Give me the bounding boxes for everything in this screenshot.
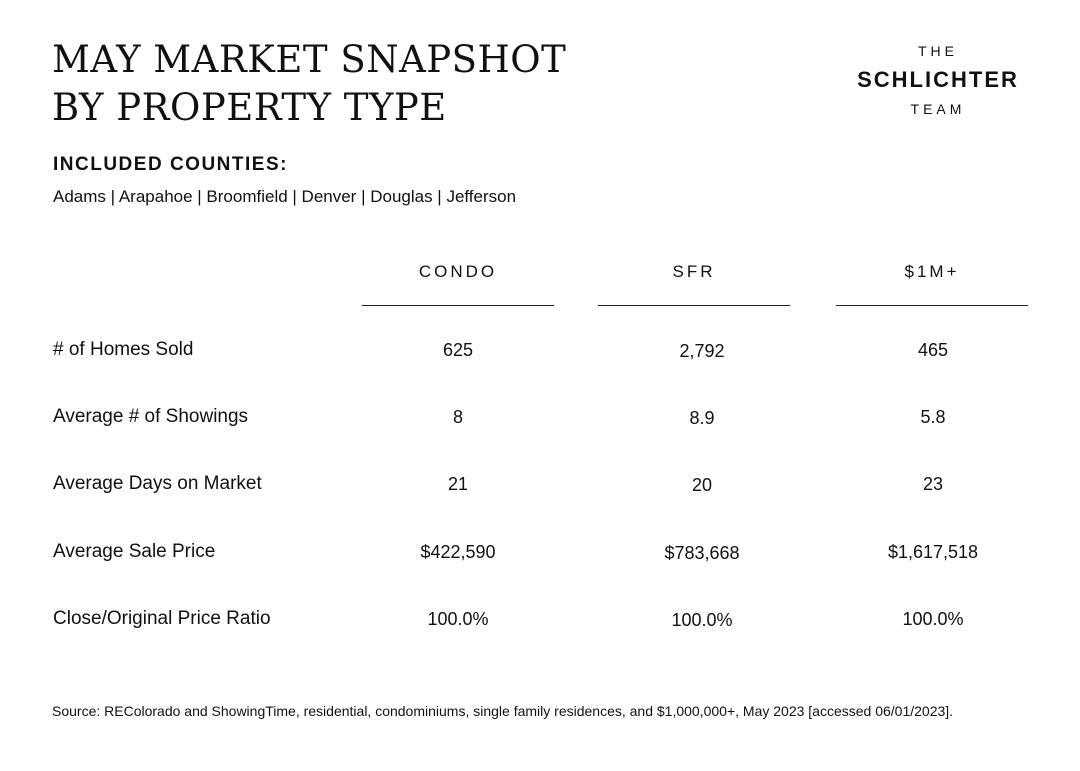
cell-1m-plus: 465 xyxy=(917,340,949,360)
page-title-line-1: MAY MARKET SNAPSHOT xyxy=(52,38,567,81)
cell-sfr: 20 xyxy=(691,475,713,495)
team-logo xyxy=(838,42,1038,118)
column-header-sfr: SFR xyxy=(672,262,716,281)
page-title-line-2: BY PROPERTY TYPE xyxy=(52,86,447,129)
column-divider-condo xyxy=(362,305,554,306)
cell-sfr: $783,668 xyxy=(664,543,740,563)
row-label: Average Sale Price xyxy=(53,541,216,562)
cell-sfr: 100.0% xyxy=(671,610,733,630)
row-label: # of Homes Sold xyxy=(53,339,194,360)
source-note: Source: REColorado and ShowingTime, residential, condominiums, single family residences, and $1,000,000+, May 2023 [accessed 06/01/2023]. xyxy=(52,703,954,719)
logo-main-text: SCHLICHTER xyxy=(857,67,1019,92)
counties-heading: INCLUDED COUNTIES: xyxy=(53,154,288,175)
cell-condo: 100.0% xyxy=(427,609,489,629)
logo-top-text: THE xyxy=(918,43,958,59)
cell-condo: 21 xyxy=(447,474,469,494)
cell-1m-plus: $1,617,518 xyxy=(887,542,979,562)
cell-1m-plus: 23 xyxy=(922,474,944,494)
page-title xyxy=(52,36,566,132)
cell-sfr: 8.9 xyxy=(689,408,715,428)
column-divider-1m-plus xyxy=(836,305,1028,306)
cell-condo: 8 xyxy=(452,407,463,427)
cell-condo: $422,590 xyxy=(420,542,496,562)
column-divider-sfr xyxy=(598,305,790,306)
row-label: Average Days on Market xyxy=(53,473,262,494)
cell-sfr: 2,792 xyxy=(679,341,725,361)
cell-1m-plus: 5.8 xyxy=(920,407,946,427)
logo-bottom-text: TEAM xyxy=(910,101,966,117)
row-label: Close/Original Price Ratio xyxy=(53,608,271,629)
column-header-1m-plus: $1M+ xyxy=(904,262,960,281)
column-header-condo: CONDO xyxy=(418,262,498,281)
counties-list: Adams | Arapahoe | Broomfield | Denver | Douglas | Jefferson xyxy=(53,187,517,206)
cell-1m-plus: 100.0% xyxy=(902,609,964,629)
cell-condo: 625 xyxy=(442,340,474,360)
row-label: Average # of Showings xyxy=(53,406,249,427)
